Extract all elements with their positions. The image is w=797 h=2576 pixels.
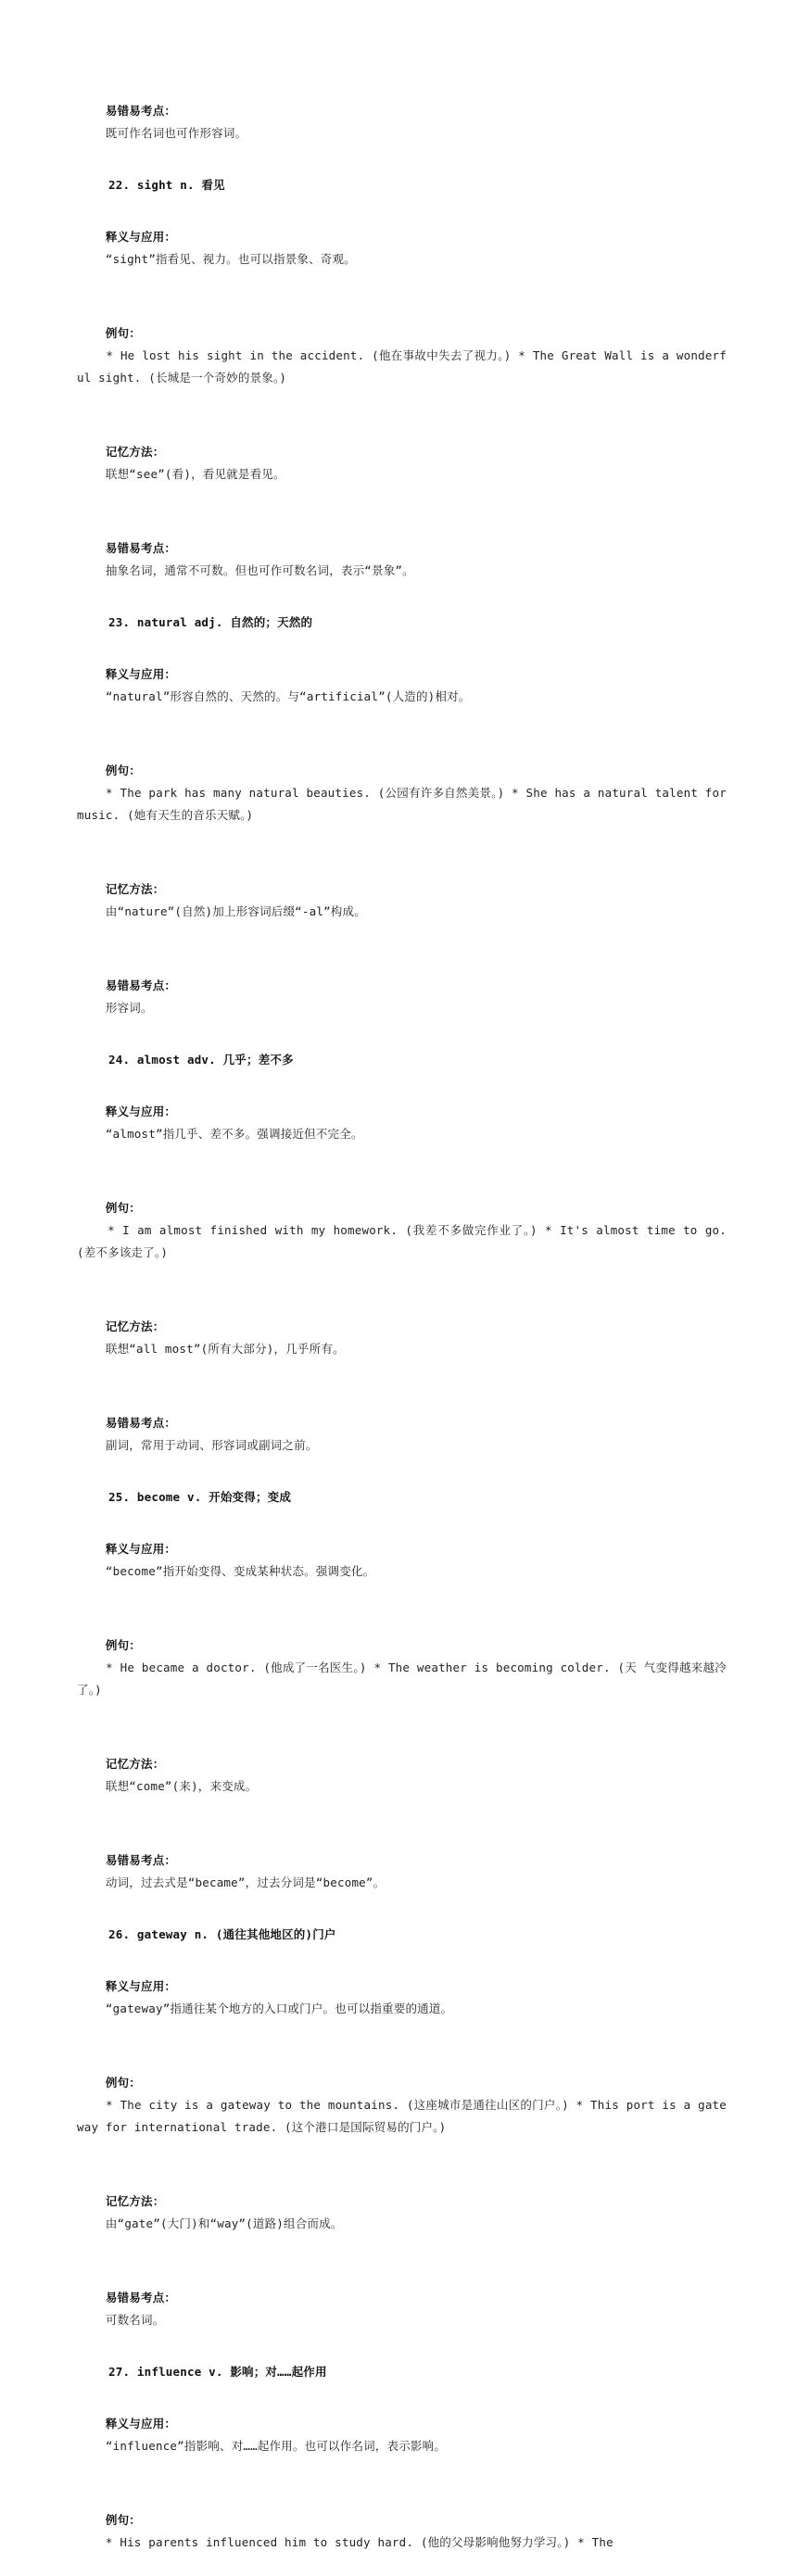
entry-heading: 23. natural adj. 自然的；天然的 (108, 615, 313, 629)
entry-pitfall (77, 2265, 727, 2354)
example-text: * He became a doctor. (他成了一名医生。) * The weather is becoming colder. (天 气变得越来越冷了。) (77, 1661, 727, 1697)
example-text: * His parents influenced him to study hard. (他的父母影响他努力学习。) * The (105, 2535, 614, 2549)
entry-heading: 22. sight n. 看见 (108, 178, 225, 192)
entry-heading: 25. become v. 开始变得；变成 (108, 1490, 292, 1504)
pitfall-label: 易错易考点： (105, 1853, 177, 1867)
entry-meaning (77, 1079, 727, 1168)
memory-text: 联想“see”(看)，看见就是看见。 (105, 467, 285, 481)
entry-heading: 26. gateway n. (通往其他地区的)门户 (108, 1927, 336, 1941)
example-label: 例句： (105, 2513, 142, 2527)
meaning-label: 释义与应用： (105, 667, 177, 681)
memory-text: 联想“all most”(所有大部分)，几乎所有。 (105, 1342, 345, 1356)
memory-label: 记忆方法： (105, 445, 165, 459)
pitfall-label: 易错易考点： (105, 979, 177, 992)
pitfall-label: 易错易考点： (105, 541, 177, 555)
entry-meaning (77, 204, 727, 293)
entry-meaning (77, 641, 727, 730)
entry-memory (77, 1294, 727, 1383)
entry-heading: 24. almost adv. 几乎；差不多 (108, 1053, 294, 1067)
pitfall-text: 既可作名词也可作形容词。 (105, 126, 247, 140)
entry-example (77, 2487, 727, 2576)
memory-label: 记忆方法： (105, 882, 165, 896)
entry-pitfall (77, 953, 727, 1042)
meaning-label: 释义与应用： (105, 1105, 177, 1118)
example-label: 例句： (105, 1201, 142, 1215)
entry-memory (77, 2168, 727, 2257)
memory-label: 记忆方法： (105, 1320, 165, 1333)
pitfall-text: 抽象名词，通常不可数。但也可作可数名词，表示“景象”。 (105, 563, 414, 577)
meaning-text: “sight”指看见、视力。也可以指景象、奇观。 (105, 252, 356, 266)
intro-pitfall (77, 78, 727, 167)
pitfall-label: 易错易考点： (105, 104, 177, 118)
pitfall-text: 动词，过去式是“became”，过去分词是“become”。 (105, 1875, 386, 1889)
entry-memory (77, 1731, 727, 1820)
entry-pitfall (77, 515, 727, 604)
example-label: 例句： (105, 764, 142, 777)
entry-example (77, 300, 727, 411)
entry-example (77, 738, 734, 849)
meaning-text: “almost”指几乎、差不多。强调接近但不完全。 (105, 1127, 363, 1141)
entry-example (77, 1612, 727, 1724)
entry-meaning (77, 1953, 727, 2042)
meaning-text: “natural”形容自然的、天然的。与“artificial”(人造的)相对。 (105, 689, 471, 703)
meaning-text: “influence”指影响、对……起作用。也可以作名词，表示影响。 (105, 2439, 447, 2453)
meaning-label: 释义与应用： (105, 1979, 177, 1993)
entry-meaning (77, 2391, 727, 2480)
example-text: * The park has many natural beauties. (公园有许多自然美景。) * She has a natural talent for music. (她有天生的音乐天赋。) (77, 786, 734, 822)
pitfall-label: 易错易考点： (105, 1416, 177, 1430)
example-label: 例句： (105, 1638, 142, 1652)
example-label: 例句： (105, 326, 142, 340)
meaning-text: “gateway”指通往某个地方的入口或门户。也可以指重要的通道。 (105, 2001, 453, 2015)
entry-meaning (77, 1516, 727, 1605)
meaning-label: 释义与应用： (105, 230, 177, 244)
example-text: * He lost his sight in the accident. (他在事故中失去了视力。) * The Great Wall is a wonderful sight. (长城是一个奇妙的景象。) (77, 348, 727, 385)
pitfall-label: 易错易考点： (105, 2291, 177, 2305)
memory-text: 由“gate”(大门)和“way”(道路)组合而成。 (105, 2216, 343, 2230)
example-text: * The city is a gateway to the mountains. (这座城市是通往山区的门户。) * This port is a gateway for international trade. (这个港口是国际贸易的门户。) (77, 2098, 727, 2134)
meaning-text: “become”指开始变得、变成某种状态。强调变化。 (105, 1564, 375, 1578)
entry-example (77, 2050, 727, 2161)
meaning-label: 释义与应用： (105, 2417, 177, 2431)
pitfall-text: 形容词。 (105, 1001, 153, 1015)
entry-example (77, 1175, 734, 1286)
example-label: 例句： (105, 2076, 142, 2090)
entry-heading: 27. influence v. 影响；对……起作用 (108, 2365, 327, 2379)
memory-text: 联想“come”(来)，来变成。 (105, 1779, 258, 1793)
memory-label: 记忆方法： (105, 1757, 165, 1771)
entry-pitfall (77, 1827, 727, 1916)
pitfall-text: 可数名词。 (105, 2313, 165, 2327)
pitfall-text: 副词，常用于动词、形容词或副词之前。 (105, 1438, 318, 1452)
entry-memory (77, 419, 727, 508)
memory-text: 由“nature”(自然)加上形容词后缀“-al”构成。 (105, 904, 366, 918)
entry-memory (77, 856, 727, 945)
meaning-label: 释义与应用： (105, 1542, 177, 1556)
memory-label: 记忆方法： (105, 2194, 165, 2208)
example-text: * I am almost finished with my homework. (我差不多做完作业了。) * It's almost time to go. (差不多该走了。) (77, 1223, 734, 1259)
entry-pitfall (77, 1390, 727, 1479)
